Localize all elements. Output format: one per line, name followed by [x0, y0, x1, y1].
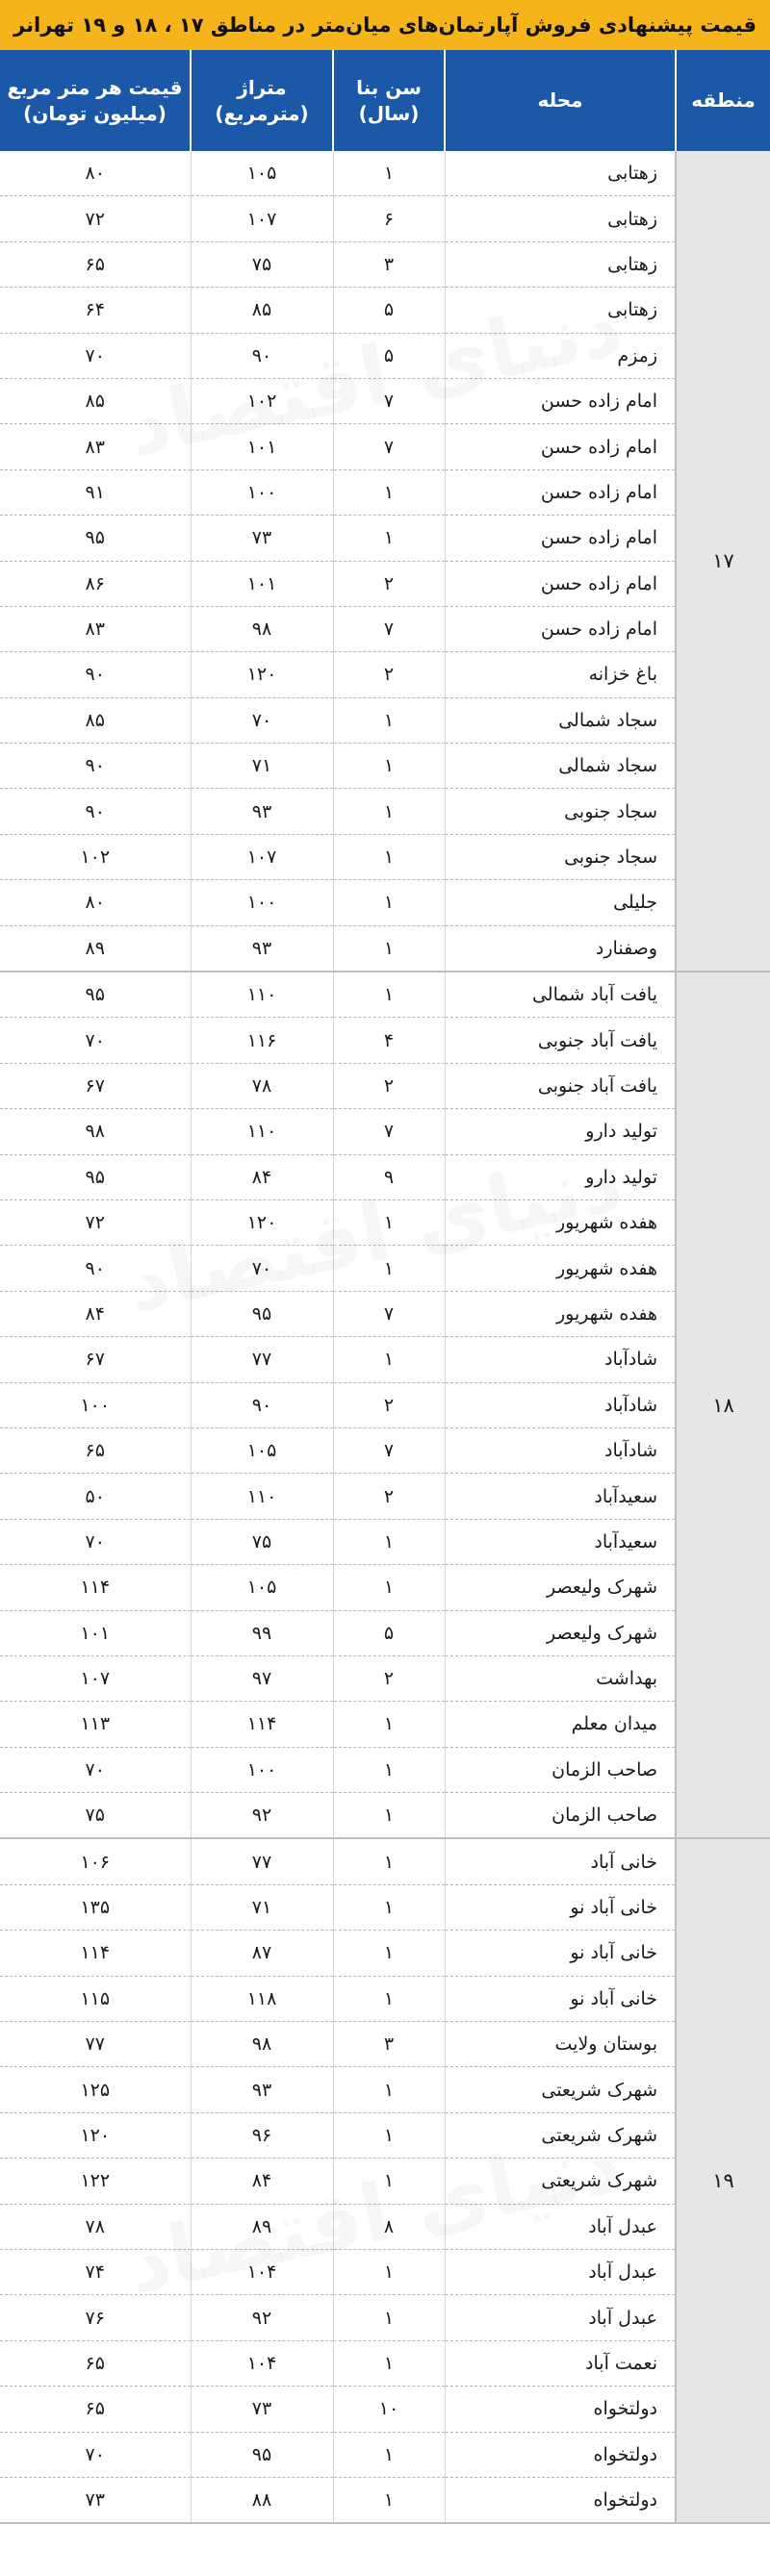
cell-building-age: ۱: [333, 2432, 445, 2477]
cell-neighborhood: شادآباد: [445, 1427, 676, 1473]
table-row: [0, 2204, 770, 2249]
cell-price-per-sqm: ۷۲: [0, 1200, 191, 1245]
region-cell: ۱۹: [676, 1838, 770, 2523]
cell-building-age: ۱: [333, 516, 445, 561]
cell-price-per-sqm: ۷۲: [0, 196, 191, 241]
cell-price-per-sqm: ۱۰۱: [0, 1610, 191, 1655]
cell-area: ۱۱۰: [191, 1474, 333, 1519]
cell-building-age: ۷: [333, 606, 445, 651]
cell-price-per-sqm: ۷۸: [0, 2204, 191, 2249]
cell-price-per-sqm: ۱۲۵: [0, 2067, 191, 2112]
cell-area: ۹۵: [191, 1291, 333, 1336]
cell-price-per-sqm: ۷۶: [0, 2295, 191, 2340]
table-row: [0, 1109, 770, 1154]
cell-neighborhood: باغ خزانه: [445, 652, 676, 697]
cell-price-per-sqm: ۸۴: [0, 1291, 191, 1336]
cell-building-age: ۲: [333, 1382, 445, 1427]
cell-price-per-sqm: ۷۰: [0, 1519, 191, 1564]
cell-area: ۹۵: [191, 2432, 333, 2477]
cell-building-age: ۱: [333, 2477, 445, 2523]
cell-building-age: ۱: [333, 2112, 445, 2158]
cell-price-per-sqm: ۱۱۴: [0, 1931, 191, 1976]
cell-area: ۹۰: [191, 333, 333, 378]
cell-building-age: ۵: [333, 1610, 445, 1655]
cell-area: ۸۴: [191, 2159, 333, 2204]
cell-price-per-sqm: ۹۵: [0, 972, 191, 1018]
table-row: [0, 241, 770, 287]
cell-area: ۷۸: [191, 1063, 333, 1108]
table-header: [0, 50, 770, 151]
region-cell: ۱۸: [676, 972, 770, 1838]
cell-area: ۱۰۷: [191, 196, 333, 241]
cell-price-per-sqm: ۷۰: [0, 2432, 191, 2477]
cell-building-age: ۶: [333, 196, 445, 241]
cell-neighborhood: امام زاده حسن: [445, 561, 676, 606]
cell-area: ۱۱۰: [191, 972, 333, 1018]
cell-building-age: ۱: [333, 1337, 445, 1382]
table-row: [0, 1382, 770, 1427]
cell-price-per-sqm: ۷۳: [0, 2477, 191, 2523]
cell-building-age: ۱: [333, 972, 445, 1018]
cell-price-per-sqm: ۱۲۲: [0, 2159, 191, 2204]
table-row: [0, 516, 770, 561]
cell-building-age: ۲: [333, 1063, 445, 1108]
cell-area: ۹۹: [191, 1610, 333, 1655]
cell-price-per-sqm: ۸۰: [0, 151, 191, 196]
cell-neighborhood: صاحب الزمان: [445, 1793, 676, 1839]
cell-area: ۱۰۴: [191, 2249, 333, 2294]
cell-building-age: ۲: [333, 1655, 445, 1701]
cell-building-age: ۱: [333, 2340, 445, 2386]
cell-building-age: ۷: [333, 1291, 445, 1336]
cell-neighborhood: نعمت آباد: [445, 2340, 676, 2386]
cell-neighborhood: امام زاده حسن: [445, 469, 676, 515]
cell-price-per-sqm: ۶۵: [0, 1427, 191, 1473]
cell-neighborhood: شهرک ولیعصر: [445, 1610, 676, 1655]
cell-building-age: ۷: [333, 1109, 445, 1154]
cell-building-age: ۴: [333, 1018, 445, 1063]
cell-neighborhood: دولتخواه: [445, 2432, 676, 2477]
cell-area: ۷۰: [191, 1246, 333, 1291]
header-area: متراژ (مترمربع): [191, 50, 333, 151]
cell-building-age: ۲: [333, 561, 445, 606]
cell-neighborhood: یافت آباد جنوبی: [445, 1063, 676, 1108]
cell-price-per-sqm: ۶۵: [0, 2387, 191, 2432]
cell-area: ۱۲۰: [191, 652, 333, 697]
header-neighborhood: محله: [445, 50, 676, 151]
cell-price-per-sqm: ۶۵: [0, 2340, 191, 2386]
table-row: [0, 1474, 770, 1519]
cell-price-per-sqm: ۷۷: [0, 2022, 191, 2067]
cell-neighborhood: سجاد شمالی: [445, 744, 676, 789]
cell-neighborhood: امام زاده حسن: [445, 378, 676, 423]
table-row: [0, 925, 770, 972]
cell-area: ۱۰۷: [191, 834, 333, 879]
cell-neighborhood: سجاد جنوبی: [445, 834, 676, 879]
cell-neighborhood: خانی آباد نو: [445, 1976, 676, 2021]
cell-price-per-sqm: ۱۰۲: [0, 834, 191, 879]
cell-price-per-sqm: ۸۵: [0, 697, 191, 743]
table-body: [0, 151, 770, 2523]
table-row: [0, 2477, 770, 2523]
table-row: [0, 561, 770, 606]
cell-area: ۷۱: [191, 744, 333, 789]
cell-price-per-sqm: ۸۶: [0, 561, 191, 606]
table-row: [0, 1610, 770, 1655]
cell-price-per-sqm: ۷۴: [0, 2249, 191, 2294]
cell-building-age: ۱۰: [333, 2387, 445, 2432]
cell-area: ۷۰: [191, 697, 333, 743]
cell-area: ۷۳: [191, 2387, 333, 2432]
cell-building-age: ۱: [333, 1747, 445, 1792]
cell-neighborhood: تولید دارو: [445, 1154, 676, 1200]
cell-neighborhood: دولتخواه: [445, 2387, 676, 2432]
cell-area: ۱۰۲: [191, 378, 333, 423]
cell-building-age: ۱: [333, 2295, 445, 2340]
cell-neighborhood: سجاد جنوبی: [445, 789, 676, 834]
cell-area: ۹۶: [191, 2112, 333, 2158]
table-row: [0, 333, 770, 378]
cell-area: ۹۲: [191, 1793, 333, 1839]
cell-area: ۷۷: [191, 1337, 333, 1382]
cell-price-per-sqm: ۷۰: [0, 1747, 191, 1792]
table-row: [0, 424, 770, 469]
cell-area: ۹۲: [191, 2295, 333, 2340]
table-row: [0, 1838, 770, 1884]
cell-price-per-sqm: ۹۰: [0, 789, 191, 834]
cell-area: ۹۳: [191, 925, 333, 972]
cell-price-per-sqm: ۹۸: [0, 1109, 191, 1154]
cell-price-per-sqm: ۶۷: [0, 1337, 191, 1382]
cell-price-per-sqm: ۹۰: [0, 652, 191, 697]
cell-neighborhood: عبدل آباد: [445, 2204, 676, 2249]
table-row: [0, 789, 770, 834]
cell-building-age: ۱: [333, 1884, 445, 1930]
cell-price-per-sqm: ۸۳: [0, 424, 191, 469]
cell-price-per-sqm: ۱۰۷: [0, 1655, 191, 1701]
table-row: [0, 1976, 770, 2021]
table-row: [0, 2387, 770, 2432]
cell-area: ۹۷: [191, 1655, 333, 1701]
table-row: [0, 1931, 770, 1976]
table-row: [0, 2249, 770, 2294]
cell-neighborhood: شهرک شریعتی: [445, 2067, 676, 2112]
cell-building-age: ۱: [333, 2249, 445, 2294]
cell-building-age: ۱: [333, 834, 445, 879]
table-row: [0, 1154, 770, 1200]
table-row: [0, 744, 770, 789]
cell-neighborhood: دولتخواه: [445, 2477, 676, 2523]
table-row: [0, 1246, 770, 1291]
cell-neighborhood: صاحب الزمان: [445, 1747, 676, 1792]
cell-neighborhood: وصفنارد: [445, 925, 676, 972]
price-table: [0, 50, 770, 2524]
cell-area: ۸۹: [191, 2204, 333, 2249]
table-row: [0, 1063, 770, 1108]
cell-building-age: ۱: [333, 151, 445, 196]
cell-area: ۹۸: [191, 606, 333, 651]
cell-area: ۷۷: [191, 1838, 333, 1884]
cell-area: ۹۸: [191, 2022, 333, 2067]
cell-neighborhood: زهتابی: [445, 196, 676, 241]
cell-price-per-sqm: ۹۱: [0, 469, 191, 515]
cell-neighborhood: امام زاده حسن: [445, 424, 676, 469]
cell-neighborhood: هفده شهریور: [445, 1200, 676, 1245]
cell-building-age: ۳: [333, 2022, 445, 2067]
cell-building-age: ۱: [333, 1702, 445, 1747]
table-row: [0, 1565, 770, 1610]
cell-neighborhood: جلیلی: [445, 880, 676, 925]
region-cell: ۱۷: [676, 151, 770, 972]
table-row: [0, 1747, 770, 1792]
cell-area: ۱۰۰: [191, 1747, 333, 1792]
cell-building-age: ۲: [333, 652, 445, 697]
cell-building-age: ۱: [333, 1200, 445, 1245]
table-row: [0, 1884, 770, 1930]
cell-price-per-sqm: ۸۹: [0, 925, 191, 972]
cell-price-per-sqm: ۹۰: [0, 1246, 191, 1291]
cell-neighborhood: سجاد شمالی: [445, 697, 676, 743]
cell-building-age: ۱: [333, 469, 445, 515]
cell-neighborhood: خانی آباد: [445, 1838, 676, 1884]
table-row: [0, 2022, 770, 2067]
cell-neighborhood: خانی آباد نو: [445, 1931, 676, 1976]
table-row: [0, 2067, 770, 2112]
table-row: [0, 1655, 770, 1701]
table-row: [0, 196, 770, 241]
table-row: [0, 652, 770, 697]
cell-neighborhood: عبدل آباد: [445, 2249, 676, 2294]
cell-building-age: ۱: [333, 925, 445, 972]
cell-building-age: ۷: [333, 378, 445, 423]
cell-area: ۷۳: [191, 516, 333, 561]
cell-neighborhood: یافت آباد جنوبی: [445, 1018, 676, 1063]
cell-neighborhood: میدان معلم: [445, 1702, 676, 1747]
page-title: قیمت پیشنهادی فروش آپارتمان‌های میان‌متر در مناطق ۱۷ ، ۱۸ و ۱۹ تهرانر: [0, 0, 770, 50]
table-row: [0, 151, 770, 196]
cell-building-age: ۷: [333, 1427, 445, 1473]
cell-building-age: ۱: [333, 1565, 445, 1610]
table-row: [0, 1519, 770, 1564]
cell-neighborhood: بهداشت: [445, 1655, 676, 1701]
cell-building-age: ۸: [333, 2204, 445, 2249]
cell-building-age: ۱: [333, 2159, 445, 2204]
cell-price-per-sqm: ۶۵: [0, 241, 191, 287]
cell-price-per-sqm: ۷۵: [0, 1793, 191, 1839]
cell-building-age: ۱: [333, 880, 445, 925]
table-row: [0, 606, 770, 651]
table-row: [0, 880, 770, 925]
cell-building-age: ۱: [333, 744, 445, 789]
cell-price-per-sqm: ۷۰: [0, 1018, 191, 1063]
cell-area: ۱۱۰: [191, 1109, 333, 1154]
table-row: [0, 1427, 770, 1473]
cell-building-age: ۱: [333, 697, 445, 743]
cell-building-age: ۱: [333, 2067, 445, 2112]
cell-neighborhood: زهتابی: [445, 288, 676, 333]
cell-building-age: ۱: [333, 1838, 445, 1884]
table-row: [0, 378, 770, 423]
cell-neighborhood: بوستان ولایت: [445, 2022, 676, 2067]
cell-neighborhood: تولید دارو: [445, 1109, 676, 1154]
header-region: منطقه: [676, 50, 770, 151]
cell-area: ۱۰۵: [191, 1427, 333, 1473]
cell-price-per-sqm: ۱۳۵: [0, 1884, 191, 1930]
cell-area: ۷۱: [191, 1884, 333, 1930]
table-row: [0, 288, 770, 333]
cell-neighborhood: زهتابی: [445, 151, 676, 196]
cell-building-age: ۱: [333, 1793, 445, 1839]
cell-area: ۱۱۶: [191, 1018, 333, 1063]
cell-price-per-sqm: ۹۵: [0, 516, 191, 561]
cell-building-age: ۱: [333, 1931, 445, 1976]
cell-neighborhood: یافت آباد شمالی: [445, 972, 676, 1018]
cell-area: ۹۰: [191, 1382, 333, 1427]
cell-neighborhood: شهرک ولیعصر: [445, 1565, 676, 1610]
cell-area: ۱۰۱: [191, 561, 333, 606]
cell-neighborhood: شهرک شریعتی: [445, 2112, 676, 2158]
cell-price-per-sqm: ۹۵: [0, 1154, 191, 1200]
table-row: [0, 1018, 770, 1063]
cell-area: ۹۳: [191, 2067, 333, 2112]
cell-area: ۸۷: [191, 1931, 333, 1976]
cell-neighborhood: امام زاده حسن: [445, 516, 676, 561]
cell-area: ۱۰۵: [191, 1565, 333, 1610]
cell-price-per-sqm: ۱۰۶: [0, 1838, 191, 1884]
cell-price-per-sqm: ۹۰: [0, 744, 191, 789]
table-row: [0, 1291, 770, 1336]
cell-area: ۹۳: [191, 789, 333, 834]
cell-neighborhood: سعیدآباد: [445, 1474, 676, 1519]
cell-neighborhood: خانی آباد نو: [445, 1884, 676, 1930]
cell-building-age: ۱: [333, 1976, 445, 2021]
cell-area: ۸۴: [191, 1154, 333, 1200]
table-row: [0, 697, 770, 743]
cell-area: ۱۰۵: [191, 151, 333, 196]
cell-neighborhood: زهتابی: [445, 241, 676, 287]
cell-price-per-sqm: ۵۰: [0, 1474, 191, 1519]
cell-neighborhood: زمزم: [445, 333, 676, 378]
table-row: [0, 1702, 770, 1747]
cell-price-per-sqm: ۷۰: [0, 333, 191, 378]
table-row: [0, 2432, 770, 2477]
cell-neighborhood: شادآباد: [445, 1382, 676, 1427]
table-row: [0, 1200, 770, 1245]
cell-area: ۸۵: [191, 288, 333, 333]
cell-building-age: ۱: [333, 789, 445, 834]
table-row: [0, 2159, 770, 2204]
cell-area: ۱۱۴: [191, 1702, 333, 1747]
cell-price-per-sqm: ۱۱۴: [0, 1565, 191, 1610]
header-price: قیمت هر متر مربع (میلیون تومان): [0, 50, 191, 151]
cell-area: ۱۰۰: [191, 469, 333, 515]
cell-price-per-sqm: ۱۰۰: [0, 1382, 191, 1427]
cell-building-age: ۷: [333, 424, 445, 469]
cell-building-age: ۱: [333, 1246, 445, 1291]
header-age: سن بنا (سال): [333, 50, 445, 151]
table-row: [0, 1337, 770, 1382]
cell-neighborhood: هفده شهریور: [445, 1246, 676, 1291]
cell-building-age: ۵: [333, 288, 445, 333]
cell-neighborhood: شادآباد: [445, 1337, 676, 1382]
cell-price-per-sqm: ۸۰: [0, 880, 191, 925]
table-row: [0, 834, 770, 879]
cell-price-per-sqm: ۱۱۵: [0, 1976, 191, 2021]
cell-building-age: ۱: [333, 1519, 445, 1564]
cell-area: ۱۱۸: [191, 1976, 333, 2021]
cell-area: ۱۰۴: [191, 2340, 333, 2386]
table-row: [0, 972, 770, 1018]
table-row: [0, 2112, 770, 2158]
cell-area: ۸۸: [191, 2477, 333, 2523]
cell-building-age: ۵: [333, 333, 445, 378]
cell-price-per-sqm: ۶۷: [0, 1063, 191, 1108]
cell-building-age: ۲: [333, 1474, 445, 1519]
cell-neighborhood: هفده شهریور: [445, 1291, 676, 1336]
cell-neighborhood: عبدل آباد: [445, 2295, 676, 2340]
cell-building-age: ۳: [333, 241, 445, 287]
cell-price-per-sqm: ۱۲۰: [0, 2112, 191, 2158]
cell-area: ۷۵: [191, 241, 333, 287]
cell-area: ۱۰۱: [191, 424, 333, 469]
cell-building-age: ۹: [333, 1154, 445, 1200]
table-row: [0, 2295, 770, 2340]
table-row: [0, 2340, 770, 2386]
cell-price-per-sqm: ۸۵: [0, 378, 191, 423]
cell-price-per-sqm: ۸۳: [0, 606, 191, 651]
cell-area: ۷۵: [191, 1519, 333, 1564]
cell-neighborhood: شهرک شریعتی: [445, 2159, 676, 2204]
cell-price-per-sqm: ۶۴: [0, 288, 191, 333]
cell-area: ۱۲۰: [191, 1200, 333, 1245]
cell-price-per-sqm: ۱۱۳: [0, 1702, 191, 1747]
cell-area: ۱۰۰: [191, 880, 333, 925]
table-row: [0, 1793, 770, 1839]
table-row: [0, 469, 770, 515]
cell-neighborhood: امام زاده حسن: [445, 606, 676, 651]
cell-neighborhood: سعیدآباد: [445, 1519, 676, 1564]
